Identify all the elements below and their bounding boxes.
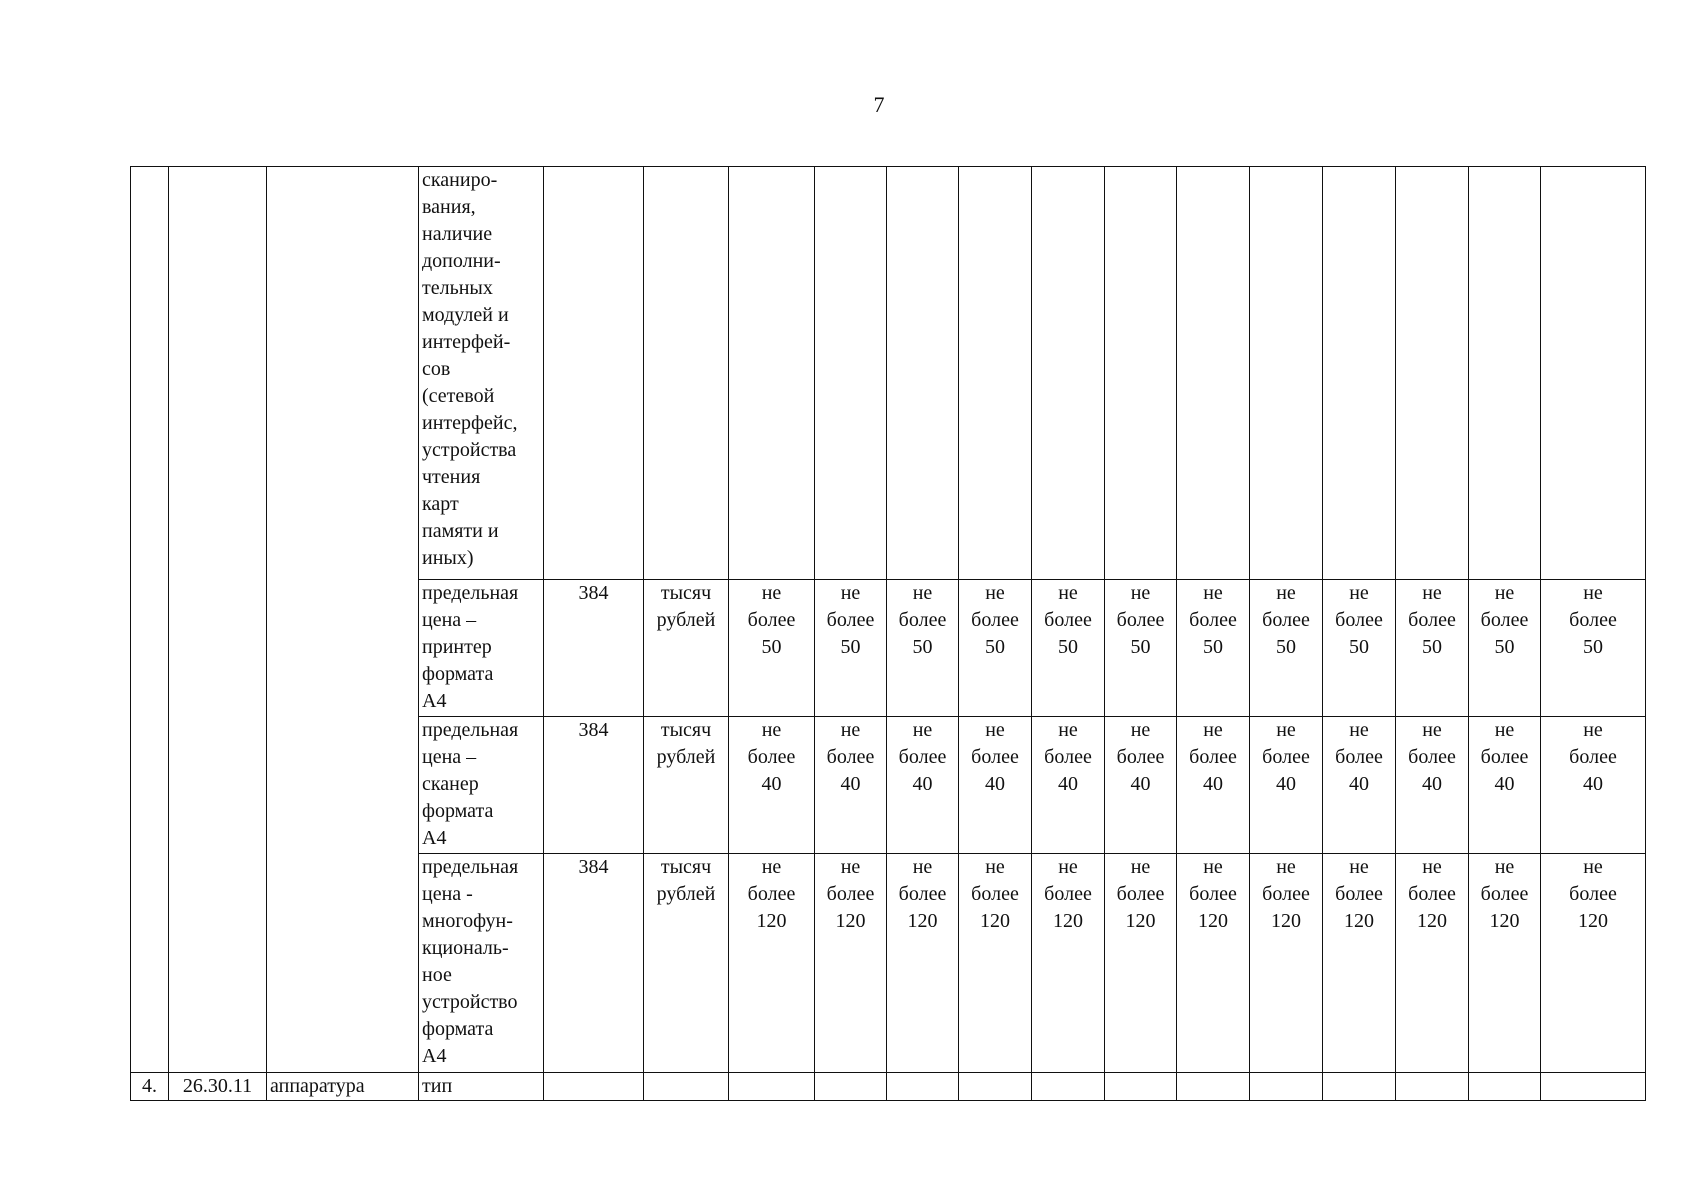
- text-line: 120: [980, 910, 1010, 932]
- text-line: предельная: [422, 582, 519, 604]
- text-line: А4: [422, 690, 447, 712]
- value-cell: [1250, 167, 1323, 580]
- text-line: не: [1349, 582, 1369, 604]
- text-line: 50: [840, 636, 861, 658]
- value-cell: [1541, 854, 1646, 1073]
- text-line: 120: [907, 910, 938, 932]
- text-line: кциональ-: [422, 937, 509, 959]
- text-line: формата: [422, 1018, 494, 1040]
- value-cell: [1396, 1073, 1469, 1101]
- text-line: 50: [1422, 636, 1442, 658]
- text-line: более: [1569, 883, 1617, 905]
- value-cell: [729, 167, 815, 580]
- unit-name-cell: [644, 854, 729, 1073]
- text-line: 40: [912, 773, 933, 795]
- unit-name-cell: [644, 1073, 729, 1101]
- text-line: 50: [761, 636, 782, 658]
- text-line: сканиро-: [422, 169, 498, 191]
- text-line: не: [1203, 582, 1223, 604]
- text-line: принтер: [422, 636, 492, 658]
- characteristic-cell: [419, 717, 544, 854]
- text-line: не: [912, 582, 933, 604]
- unit-name-cell: [644, 580, 729, 717]
- value-cell: [1323, 580, 1396, 717]
- text-line: 40: [1494, 773, 1515, 795]
- text-line: более: [1262, 883, 1310, 905]
- text-line: более: [826, 609, 875, 631]
- unit-code-cell: [544, 167, 644, 580]
- value-cell: [815, 580, 887, 717]
- value-cell: [729, 854, 815, 1073]
- value-cell: [1032, 1073, 1105, 1101]
- text-line: чтения: [422, 466, 481, 488]
- text-line: А4: [422, 1045, 447, 1067]
- text-line: более: [1569, 609, 1617, 631]
- text-line: более: [1044, 883, 1092, 905]
- value-cell: [959, 717, 1032, 854]
- text-line: более: [1480, 609, 1529, 631]
- text-line: не: [1276, 719, 1296, 741]
- text-line: не: [1058, 856, 1078, 878]
- value-cell: [1541, 167, 1646, 580]
- text-line: 120: [1344, 910, 1374, 932]
- text-line: не: [1130, 856, 1151, 878]
- text-line: не: [985, 719, 1005, 741]
- table-row: [131, 167, 1646, 580]
- okpd-code-cell: [169, 167, 267, 1073]
- value-cell: [1105, 580, 1177, 717]
- text-line: более: [898, 609, 947, 631]
- value-cell: [1250, 717, 1323, 854]
- value-cell: [1396, 580, 1469, 717]
- text-line: не: [1130, 582, 1151, 604]
- value-cell: [887, 580, 959, 717]
- value-cell: [1469, 167, 1541, 580]
- value-cell: [1323, 167, 1396, 580]
- text-line: более: [1408, 746, 1456, 768]
- value-cell: [1177, 854, 1250, 1073]
- text-line: более: [1569, 746, 1617, 768]
- characteristic-cell: [419, 167, 544, 580]
- text-line: 120: [835, 910, 866, 932]
- value-cell: [1105, 854, 1177, 1073]
- value-cell: [1323, 717, 1396, 854]
- table-row: [131, 1073, 1646, 1101]
- text-line: не: [761, 582, 782, 604]
- text-line: 40: [1130, 773, 1151, 795]
- text-line: более: [747, 609, 796, 631]
- text-line: интерфей-: [422, 331, 511, 353]
- value-cell: [1105, 1073, 1177, 1101]
- text-line: 120: [756, 910, 787, 932]
- text-line: более: [898, 883, 947, 905]
- text-line: 40: [1422, 773, 1442, 795]
- value-cell: [729, 580, 815, 717]
- text-line: рублей: [656, 746, 716, 768]
- value-cell: [815, 1073, 887, 1101]
- text-line: многофун-: [422, 910, 513, 932]
- value-cell: [1396, 717, 1469, 854]
- text-line: не: [761, 719, 782, 741]
- text-line: более: [747, 746, 796, 768]
- text-line: сканер: [422, 773, 479, 795]
- value-cell: [887, 167, 959, 580]
- value-cell: [729, 1073, 815, 1101]
- value-cell: [815, 167, 887, 580]
- unit-name-cell: [644, 167, 729, 580]
- text-line: более: [747, 883, 796, 905]
- value-cell: [959, 1073, 1032, 1101]
- text-line: более: [1262, 746, 1310, 768]
- text-line: тельных: [422, 277, 493, 299]
- value-cell: [959, 580, 1032, 717]
- characteristic-cell: тип: [419, 1073, 544, 1101]
- text-line: более: [971, 609, 1019, 631]
- value-cell: [1541, 1073, 1646, 1101]
- text-line: (сетевой: [422, 385, 495, 407]
- value-cell: [1250, 854, 1323, 1073]
- text-line: 50: [1203, 636, 1223, 658]
- value-cell: [1541, 580, 1646, 717]
- text-line: 40: [1058, 773, 1078, 795]
- text-line: не: [840, 582, 861, 604]
- okpd-code-cell: 26.30.11: [169, 1073, 267, 1101]
- text-line: 40: [1276, 773, 1296, 795]
- text-line: 120: [1125, 910, 1156, 932]
- text-line: А4: [422, 827, 447, 849]
- unit-code-cell: 384: [544, 580, 644, 717]
- text-line: устройства: [422, 439, 517, 461]
- text-line: более: [1408, 609, 1456, 631]
- text-line: не: [761, 856, 782, 878]
- text-line: 40: [840, 773, 861, 795]
- text-line: не: [985, 856, 1005, 878]
- text-line: не: [1058, 582, 1078, 604]
- text-line: более: [1116, 609, 1165, 631]
- value-cell: [1032, 580, 1105, 717]
- text-line: 120: [1417, 910, 1447, 932]
- value-cell: [959, 167, 1032, 580]
- value-cell: [1177, 580, 1250, 717]
- text-line: более: [1480, 746, 1529, 768]
- text-line: 40: [1349, 773, 1369, 795]
- text-line: 120: [1578, 910, 1608, 932]
- value-cell: [887, 717, 959, 854]
- text-line: не: [1349, 719, 1369, 741]
- text-line: 50: [1494, 636, 1515, 658]
- text-line: более: [1335, 883, 1383, 905]
- page-number: 7: [873, 92, 885, 117]
- text-line: 120: [1053, 910, 1083, 932]
- item-name-cell: [267, 167, 419, 1073]
- text-line: не: [840, 719, 861, 741]
- text-line: не: [1130, 719, 1151, 741]
- text-line: карт: [422, 493, 459, 515]
- text-line: более: [971, 883, 1019, 905]
- text-line: более: [1262, 609, 1310, 631]
- text-line: более: [1044, 609, 1092, 631]
- text-line: иных): [422, 547, 474, 569]
- text-line: модулей и: [422, 304, 509, 326]
- text-line: более: [898, 746, 947, 768]
- text-line: сов: [422, 358, 451, 380]
- text-line: более: [826, 746, 875, 768]
- characteristic-cell: [419, 854, 544, 1073]
- text-line: не: [1422, 856, 1442, 878]
- text-line: более: [1044, 746, 1092, 768]
- text-line: не: [1058, 719, 1078, 741]
- text-line: 40: [761, 773, 782, 795]
- value-cell: [1177, 167, 1250, 580]
- text-line: устройство: [422, 991, 518, 1013]
- text-line: 120: [1271, 910, 1301, 932]
- text-line: 40: [1583, 773, 1603, 795]
- unit-code-cell: [544, 1073, 644, 1101]
- text-line: более: [1408, 883, 1456, 905]
- text-line: более: [1189, 883, 1237, 905]
- text-line: более: [1480, 883, 1529, 905]
- text-line: не: [1494, 582, 1515, 604]
- value-cell: [1323, 854, 1396, 1073]
- text-line: более: [971, 746, 1019, 768]
- value-cell: [815, 854, 887, 1073]
- text-line: не: [1276, 856, 1296, 878]
- text-line: 50: [1130, 636, 1151, 658]
- value-cell: [1323, 1073, 1396, 1101]
- text-line: тысяч: [660, 719, 712, 741]
- value-cell: [887, 854, 959, 1073]
- unit-name-cell: [644, 717, 729, 854]
- value-cell: [1032, 167, 1105, 580]
- text-line: рублей: [656, 883, 716, 905]
- value-cell: [1541, 717, 1646, 854]
- text-line: не: [912, 719, 933, 741]
- value-cell: [1032, 717, 1105, 854]
- text-line: предельная: [422, 719, 519, 741]
- text-line: 40: [985, 773, 1005, 795]
- text-line: не: [840, 856, 861, 878]
- value-cell: [1177, 717, 1250, 854]
- value-cell: [1105, 717, 1177, 854]
- text-line: рублей: [656, 609, 716, 631]
- text-line: более: [1116, 746, 1165, 768]
- value-cell: [729, 717, 815, 854]
- value-cell: [959, 854, 1032, 1073]
- text-line: более: [1116, 883, 1165, 905]
- unit-code-cell: 384: [544, 854, 644, 1073]
- unit-code-cell: 384: [544, 717, 644, 854]
- text-line: не: [1349, 856, 1369, 878]
- text-line: более: [1335, 609, 1383, 631]
- text-line: более: [826, 883, 875, 905]
- text-line: 40: [1203, 773, 1223, 795]
- value-cell: [1396, 167, 1469, 580]
- text-line: тысяч: [660, 856, 712, 878]
- item-name-cell: аппаратура: [267, 1073, 419, 1101]
- text-line: не: [912, 856, 933, 878]
- value-cell: [1469, 717, 1541, 854]
- text-line: не: [1494, 856, 1515, 878]
- value-cell: [1105, 167, 1177, 580]
- text-line: не: [1583, 582, 1603, 604]
- number-cell: 4.: [131, 1073, 169, 1101]
- text-line: не: [1494, 719, 1515, 741]
- text-line: не: [1203, 719, 1223, 741]
- value-cell: [1250, 1073, 1323, 1101]
- text-line: не: [1276, 582, 1296, 604]
- text-line: более: [1335, 746, 1383, 768]
- text-line: наличие: [422, 223, 493, 245]
- text-line: не: [1422, 719, 1442, 741]
- text-line: не: [985, 582, 1005, 604]
- text-line: не: [1583, 719, 1603, 741]
- value-cell: [887, 1073, 959, 1101]
- text-line: не: [1203, 856, 1223, 878]
- value-cell: [1469, 1073, 1541, 1101]
- value-cell: [1032, 854, 1105, 1073]
- text-line: 50: [1276, 636, 1296, 658]
- text-line: 120: [1198, 910, 1228, 932]
- text-line: 50: [1583, 636, 1603, 658]
- requirements-table: [130, 166, 1646, 1101]
- value-cell: [1396, 854, 1469, 1073]
- text-line: более: [1189, 609, 1237, 631]
- text-line: цена –: [422, 746, 477, 768]
- text-line: предельная: [422, 856, 519, 878]
- text-line: 50: [985, 636, 1005, 658]
- value-cell: [1469, 854, 1541, 1073]
- text-line: формата: [422, 663, 494, 685]
- text-line: формата: [422, 800, 494, 822]
- text-line: не: [1422, 582, 1442, 604]
- text-line: более: [1189, 746, 1237, 768]
- value-cell: [1469, 580, 1541, 717]
- text-line: вания,: [422, 196, 476, 218]
- text-line: 50: [1058, 636, 1078, 658]
- text-line: не: [1583, 856, 1603, 878]
- value-cell: [1177, 1073, 1250, 1101]
- text-line: 50: [912, 636, 933, 658]
- characteristic-cell: [419, 580, 544, 717]
- text-line: дополни-: [422, 250, 501, 272]
- text-line: памяти и: [422, 520, 499, 542]
- text-line: тысяч: [660, 582, 712, 604]
- text-line: ное: [422, 964, 452, 986]
- text-line: 120: [1489, 910, 1520, 932]
- value-cell: [1250, 580, 1323, 717]
- text-line: цена -: [422, 883, 473, 905]
- text-line: 50: [1349, 636, 1369, 658]
- value-cell: [815, 717, 887, 854]
- text-line: интерфейс,: [422, 412, 518, 434]
- number-cell: [131, 167, 169, 1073]
- text-line: цена –: [422, 609, 477, 631]
